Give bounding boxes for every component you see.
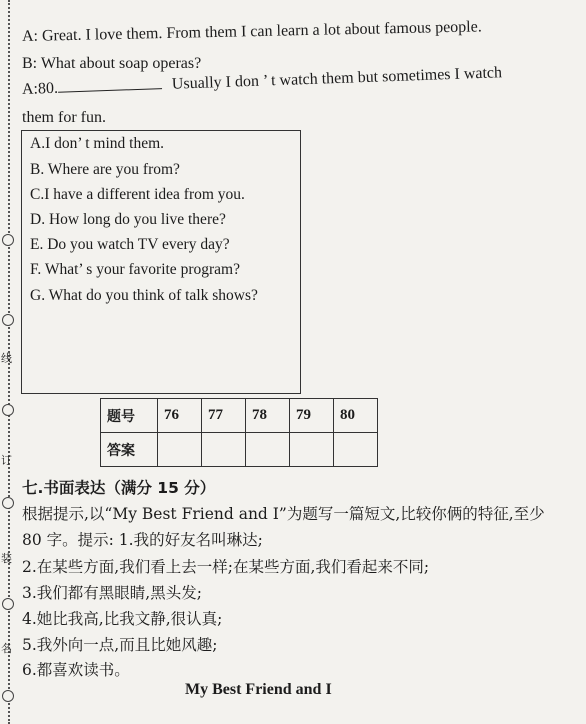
dialogue-line-b-soap-operas: B: What about soap operas? xyxy=(22,55,202,72)
writing-tip: 3.我们都有黑眼睛,黑头发; xyxy=(22,584,202,602)
binding-circle-mark xyxy=(2,690,14,702)
section-title: 七.书面表达（满分 15 分） xyxy=(22,479,216,497)
options-box xyxy=(21,130,301,394)
option-b: B. Where are you from? xyxy=(30,161,180,178)
writing-tip: 4.她比我高,比我文静,很认真; xyxy=(22,610,223,628)
margin-char: 名 xyxy=(1,642,12,655)
question-number-79: 79 xyxy=(290,399,334,433)
margin-char: 线 xyxy=(1,352,12,365)
answer-cell-77[interactable] xyxy=(202,433,246,467)
answer-label: 答案 xyxy=(101,433,158,467)
question-number-label: 题号 xyxy=(101,399,158,433)
answer-cell-79[interactable] xyxy=(290,433,334,467)
question-number-76: 76 xyxy=(158,399,202,433)
answer-table-answer-row xyxy=(101,433,378,467)
dialogue-line-continuation: them for fun. xyxy=(22,109,106,126)
question-number-80: 80 xyxy=(334,399,378,433)
answer-blank-80[interactable] xyxy=(58,88,162,93)
writing-tip: 2.在某些方面,我们看上去一样;在某些方面,我们看起来不同; xyxy=(22,558,430,576)
margin-char: 装 xyxy=(1,552,12,565)
option-d: D. How long do you live there? xyxy=(30,211,226,228)
answer-cell-80[interactable] xyxy=(334,433,378,467)
writing-tip: 5.我外向一点,而且比她风趣; xyxy=(22,636,218,654)
answer-cell-76[interactable] xyxy=(158,433,202,467)
question-number-78: 78 xyxy=(246,399,290,433)
option-c: C.I have a different idea from you. xyxy=(30,186,245,203)
margin-char: 订 xyxy=(1,454,12,467)
option-f: F. What’ s your favorite program? xyxy=(30,261,240,278)
writing-tip: 6.都喜欢读书。 xyxy=(22,661,130,679)
answer-table-header-row xyxy=(101,399,378,433)
binding-margin xyxy=(0,0,20,724)
dialogue-line-rest: Usually I don ’ t watch them but sometimes I watch xyxy=(171,64,503,93)
writing-instruction: 根据提示,以“My Best Friend and I”为题写一篇短文,比较你俩的特征,至少 xyxy=(22,505,545,523)
answer-table xyxy=(100,398,378,467)
dialogue-line-a-great: A: Great. I love them. From them I can learn a lot about famous people. xyxy=(21,18,482,45)
question-number-77: 77 xyxy=(202,399,246,433)
essay-title: My Best Friend and I xyxy=(185,681,332,698)
option-e: E. Do you watch TV every day? xyxy=(30,236,230,253)
question-number: A:80. xyxy=(21,79,59,98)
option-a: A.I don’ t mind them. xyxy=(30,135,165,152)
writing-instruction-cont: 80 字。提示: 1.我的好友名叫琳达; xyxy=(22,531,263,549)
binding-circle-mark xyxy=(2,598,14,610)
binding-circle-mark xyxy=(2,314,14,326)
binding-circle-mark xyxy=(2,497,14,509)
binding-circle-mark xyxy=(2,234,14,246)
option-g: G. What do you think of talk shows? xyxy=(30,287,258,304)
binding-circle-mark xyxy=(2,404,14,416)
answer-cell-78[interactable] xyxy=(246,433,290,467)
